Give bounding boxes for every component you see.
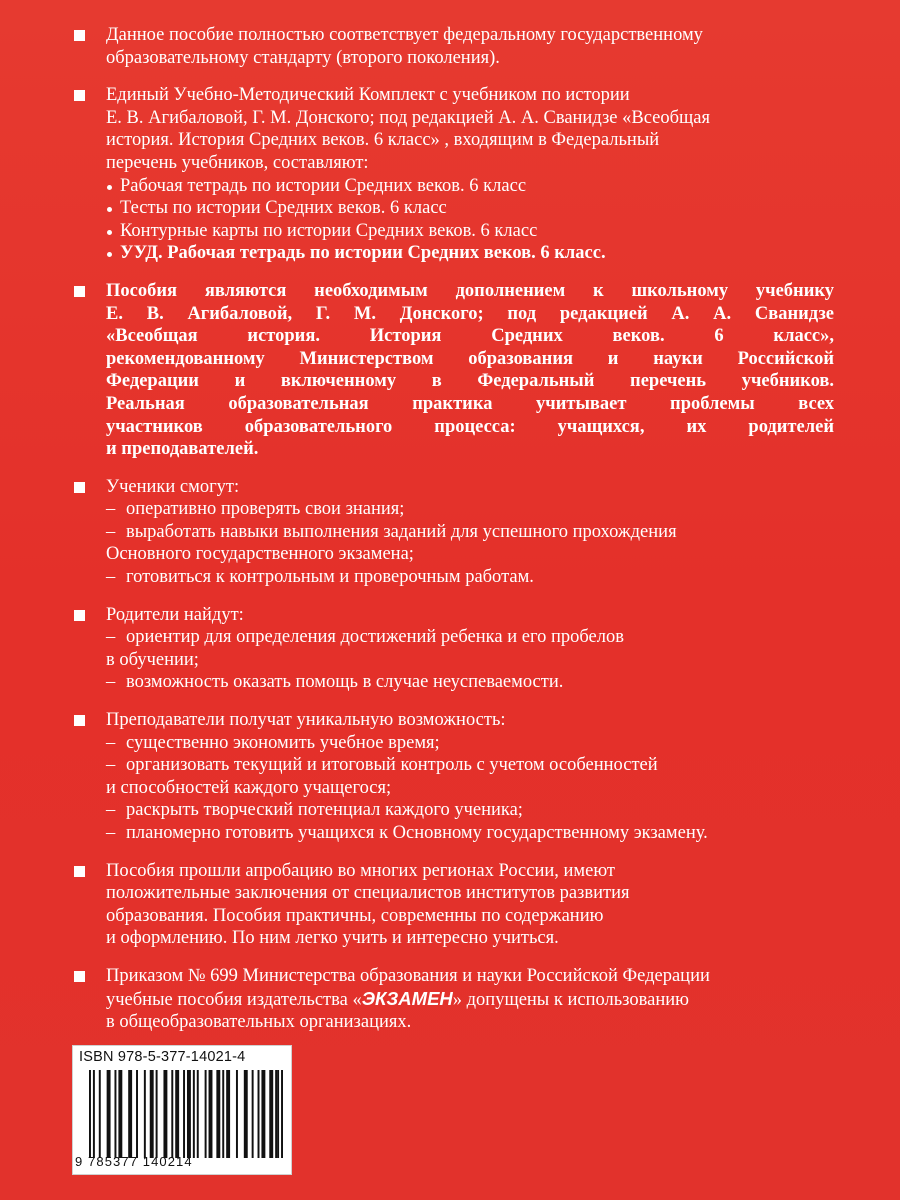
list-heading: Ученики смогут: (106, 476, 240, 497)
barcode-bar (171, 1070, 173, 1158)
text-line: образования. Пособия практичны, современны по содержанию (106, 905, 604, 926)
list-item (106, 626, 834, 649)
dash-marker: – (106, 823, 116, 843)
dash-marker: – (106, 755, 116, 776)
barcode-bars (87, 1070, 285, 1158)
text-line: Реальная образовательная практика учитывает проблемы всех (106, 393, 834, 414)
text-fragment: » допущены к использованию (452, 989, 689, 1010)
list-item (106, 498, 834, 521)
barcode-bar (163, 1070, 167, 1158)
text-line: история. История Средних веков. 6 класс» , входящим в Федеральный (106, 130, 660, 151)
list-item-text: в обучении; (106, 649, 199, 670)
barcode-digits: 9 785377 140214 (75, 1154, 193, 1169)
list-item (106, 543, 834, 566)
barcode-bar (222, 1070, 224, 1158)
isbn-barcode (72, 1045, 292, 1175)
barcode-bar (226, 1070, 230, 1158)
list-heading: Родители найдут: (106, 604, 244, 625)
barcode-bar (118, 1070, 122, 1158)
paragraph-block (74, 84, 834, 265)
barcode-bar (197, 1070, 199, 1158)
list-item-text: готовиться к контрольным и проверочным работам. (126, 567, 534, 588)
barcode-bar (183, 1070, 185, 1158)
barcode-bar (236, 1070, 238, 1158)
cover-text (74, 24, 834, 1049)
square-bullet-icon (74, 971, 85, 982)
list-item-text: планомерно готовить учащихся к Основному государственному экзамену. (126, 823, 708, 843)
text-line: Данное пособие полностью соответствует федеральному государственному (106, 25, 703, 45)
dash-marker: – (106, 627, 116, 648)
list-item: Тесты по истории Средних веков. 6 класс (106, 197, 834, 220)
barcode-bar (89, 1070, 91, 1158)
text-line: рекомендованному Министерством образования и науки Российской (106, 348, 834, 369)
text-line: образовательному стандарту (второго поколения). (106, 47, 500, 68)
text-line: Пособия являются необходимым дополнением к школьному учебнику (106, 280, 834, 301)
barcode-bar (150, 1070, 154, 1158)
paragraph-block (74, 965, 834, 1034)
paragraph-block (74, 709, 834, 845)
dash-marker: – (106, 499, 116, 520)
list-item-text: выработать навыки выполнения заданий для успешного прохождения (126, 521, 677, 542)
text-line: в общеобразовательных организациях. (106, 1012, 412, 1033)
barcode-bar (275, 1070, 277, 1158)
list-item-text: существенно экономить учебное время; (126, 732, 440, 753)
list-item (106, 822, 834, 845)
list-item (106, 566, 834, 589)
bullet-list (106, 175, 834, 265)
list-item (106, 799, 834, 822)
barcode-bar (193, 1070, 195, 1158)
text-line: «Всеобщая история. История Средних веков. 6 класс», (106, 326, 834, 347)
barcode-bar (244, 1070, 248, 1158)
dash-marker: – (106, 732, 116, 753)
barcode-bar (128, 1070, 132, 1158)
list-item: УУД. Рабочая тетрадь по истории Средних веков. 6 класс. (106, 242, 834, 265)
list-item (106, 754, 834, 777)
paragraph-block (74, 280, 834, 461)
text-line: Пособия прошли апробацию во многих регионах России, имеют (106, 860, 616, 881)
list-item-text: ориентир для определения достижений ребенка и его пробелов (126, 627, 624, 648)
barcode-bar (175, 1070, 179, 1158)
barcode-bar (281, 1070, 283, 1158)
list-heading: Преподаватели получат уникальную возможность: (106, 710, 506, 731)
barcode-bar (205, 1070, 207, 1158)
paragraph-block (74, 860, 834, 950)
text-line: Е. В. Агибаловой, Г. М. Донского; под редакцией А. А. Сванидзе «Всеобщая (106, 107, 710, 128)
list-item (106, 521, 834, 544)
barcode-bar (114, 1070, 116, 1158)
barcode-bar (261, 1070, 265, 1158)
text-line: Е. В. Агибаловой, Г. М. Донского; под редакцией А. А. Сванидзе (106, 303, 834, 324)
barcode-bar (209, 1070, 213, 1158)
barcode-bar (252, 1070, 254, 1158)
list-item (106, 732, 834, 755)
text-line: Федерации и включенному в Федеральный перечень учебников. (106, 371, 834, 392)
text-line: Единый Учебно-Методический Комплект с учебником по истории (106, 85, 630, 106)
text-line: Приказом № 699 Министерства образования и науки Российской Федерации (106, 965, 710, 986)
text-line: перечень учебников, составляют: (106, 152, 369, 173)
list-item (106, 671, 834, 694)
barcode-bar (99, 1070, 101, 1158)
list-item-text: оперативно проверять свои знания; (126, 499, 405, 520)
dash-marker: – (106, 672, 116, 693)
barcode-bar (144, 1070, 146, 1158)
dash-marker: – (106, 800, 116, 821)
list-item (106, 777, 834, 800)
list-item: Контурные карты по истории Средних веков. 6 класс (106, 220, 834, 243)
text-line: и оформлению. По ним легко учить и интересно учиться. (106, 928, 559, 949)
square-bullet-icon (74, 30, 85, 41)
text-fragment: учебные пособия издательства « (106, 989, 362, 1010)
dash-marker: – (106, 521, 116, 542)
text-line: и преподавателей. (106, 439, 259, 460)
square-bullet-icon (74, 286, 85, 297)
barcode-bar (269, 1070, 273, 1158)
barcode-bar (187, 1070, 191, 1158)
square-bullet-icon (74, 715, 85, 726)
publisher-name: ЭКЗАМЕН (361, 987, 453, 1009)
list-item: Рабочая тетрадь по истории Средних веков. 6 класс (106, 175, 834, 198)
barcode-bar (216, 1070, 220, 1158)
list-item (106, 649, 834, 672)
barcode-bar (107, 1070, 111, 1158)
square-bullet-icon (74, 866, 85, 877)
text-line: положительные заключения от специалистов институтов развития (106, 883, 630, 904)
text-line (106, 988, 834, 1012)
list-item-text: организовать текущий и итоговый контроль с учетом особенностей (126, 755, 658, 776)
barcode-bar (258, 1070, 260, 1158)
square-bullet-icon (74, 482, 85, 493)
text-line: участников образовательного процесса: учащихся, их родителей (106, 416, 834, 437)
square-bullet-icon (74, 90, 85, 101)
square-bullet-icon (74, 610, 85, 621)
barcode-bar (136, 1070, 138, 1158)
barcode-bar (93, 1070, 95, 1158)
paragraph-block (74, 24, 834, 69)
barcode-bar (156, 1070, 158, 1158)
list-item-text: Основного государственного экзамена; (106, 544, 414, 565)
paragraph-block (74, 604, 834, 694)
list-item-text: и способностей каждого учащегося; (106, 777, 392, 798)
isbn-label: ISBN 978-5-377-14021-4 (79, 1049, 246, 1065)
list-item-text: раскрыть творческий потенциал каждого ученика; (126, 800, 523, 821)
list-item-text: возможность оказать помощь в случае неуспеваемости. (126, 672, 564, 693)
barcode-bar (277, 1070, 279, 1158)
paragraph-block (74, 476, 834, 589)
dash-marker: – (106, 567, 116, 588)
